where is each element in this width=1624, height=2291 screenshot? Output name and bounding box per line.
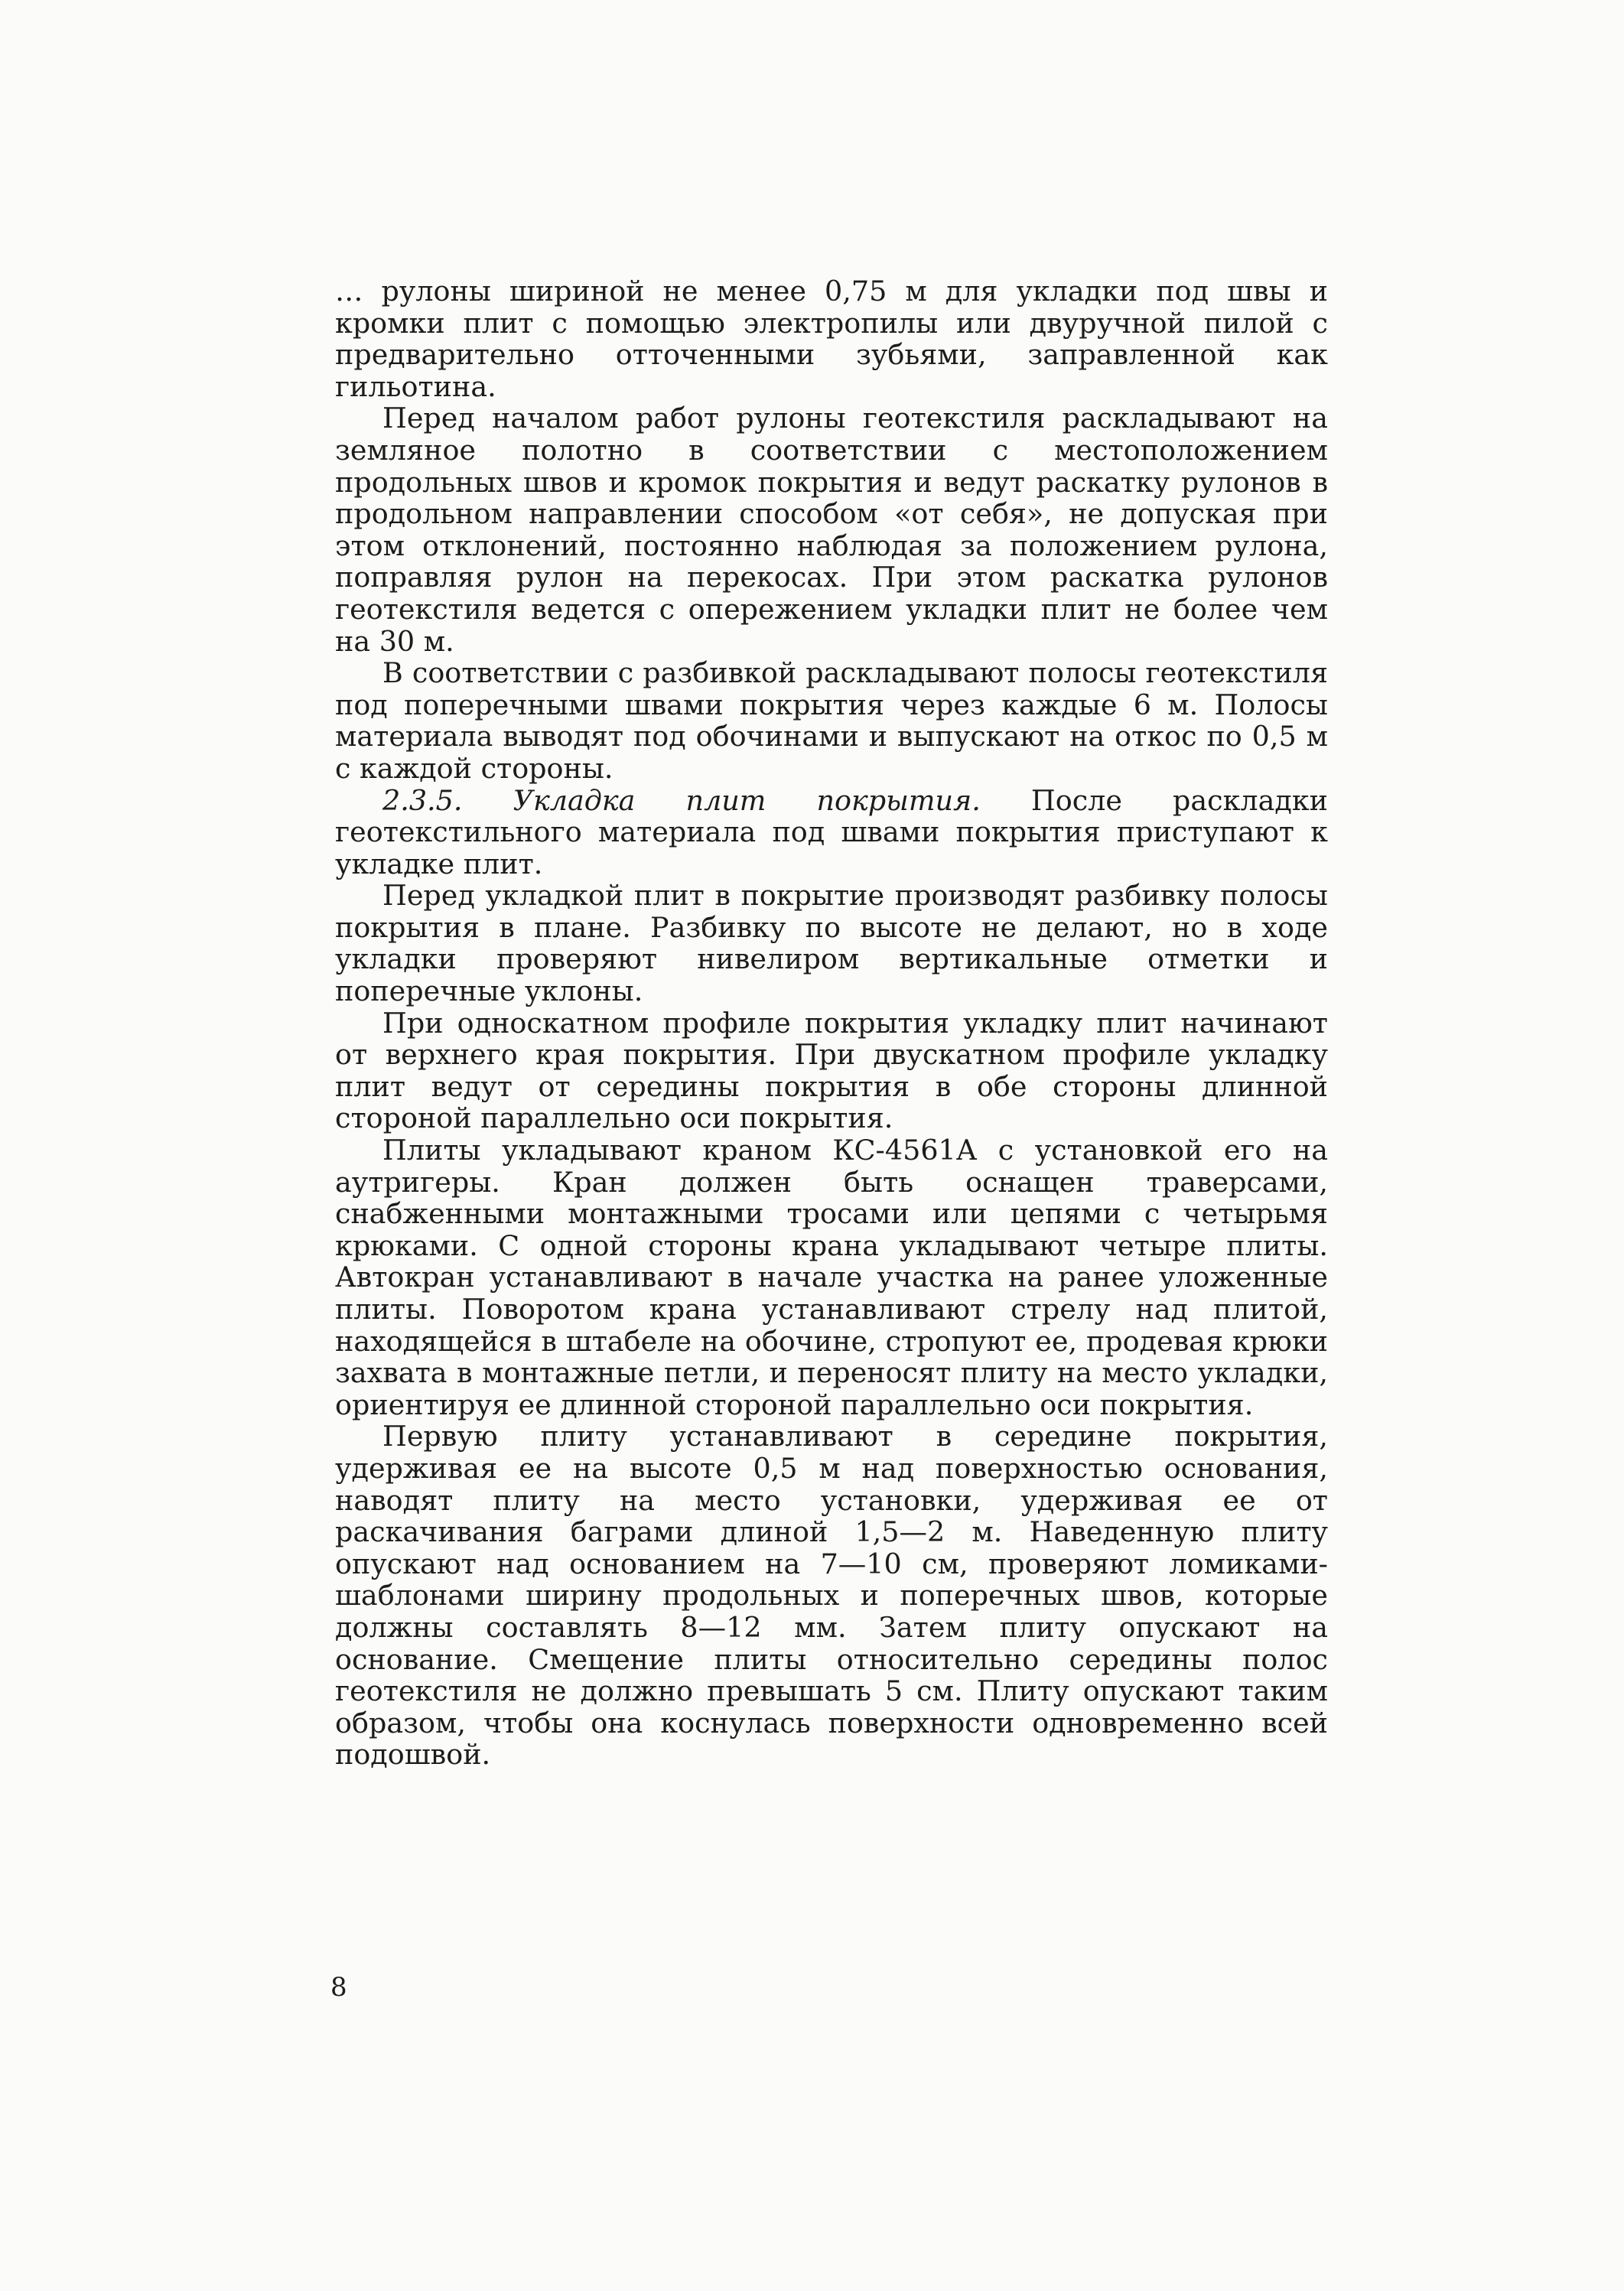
paragraph: Первую плиту устанавливают в середине покрытия, удерживая ее на высоте 0,5 м над поверхностью основания, наводят плиту на место установки, удерживая ее от раскачивания баграми длиной 1,5—2 м. Наведенную плиту опускают над основанием на 7—10 см, проверяют ломиками-шаблонами ширину продольных и поперечных швов, которые должны составлять 8—12 мм. Затем плиту опускают на основание. Смещение плиты относительно середины полос геотекстиля не должно превышать 5 см. Плиту опускают таким образом, чтобы она коснулась поверхности одновременно всей подошвой. [335, 1420, 1328, 1772]
paragraph: … рулоны шириной не менее 0,75 м для укладки под швы и кромки плит с помощью электропилы или двуручной пилой с предварительно отточенными зубьями, заправленной как гильотина. [335, 275, 1328, 403]
section-paragraph [335, 785, 1328, 880]
paragraph: Плиты укладывают краном КС-4561А с установкой его на аутригеры. Кран должен быть оснащен траверсами, снабженными монтажными тросами или цепями с четырьмя крюками. С одной стороны крана укладывают четыре плиты. Автокран устанавливают в начале участка на ранее уложенные плиты. Поворотом крана устанавливают стрелу над плитой, находящейся в штабеле на обочине, стропуют ее, продевая крюки захвата в монтажные петли, и переносят плиту на место укладки, ориентируя ее длинной стороной параллельно оси покрытия. [335, 1134, 1328, 1421]
paragraph: В соответствии с разбивкой раскладывают полосы геотекстиля под поперечными швами покрытия через каждые 6 м. Полосы материала выводят под обочинами и выпускают на откос по 0,5 м с каждой стороны. [335, 656, 1328, 785]
paragraph: При односкатном профиле покрытия укладку плит начинают от верхнего края покрытия. При двускатном профиле укладку плит ведут от середины покрытия в обе стороны длинной стороной параллельно оси покрытия. [335, 1006, 1328, 1135]
paragraph: Перед укладкой плит в покрытие производят разбивку полосы покрытия в плане. Разбивку по высоте не делают, но в ходе укладки проверяют нивелиром вертикальные отметки и поперечные уклоны. [335, 879, 1328, 1008]
body-text [335, 275, 1328, 1771]
section-text: После раскладки геотекстильного материала под швами покрытия приступают к укладке плит. [335, 783, 1328, 880]
section-heading: 2.3.5. Укладка плит покрытия. [382, 783, 981, 817]
page-number: 8 [330, 1972, 347, 2003]
paragraph: Перед началом работ рулоны геотекстиля раскладывают на земляное полотно в соответствии с местоположением продольных швов и кромок покрытия и ведут раскатку рулонов в продольном направлении способом «от себя», не допуская при этом отклонений, постоянно наблюдая за положением рулона, поправляя рулон на перекосах. При этом раскатка рулонов геотекстиля ведется с опережением укладки плит не более чем на 30 м. [335, 402, 1328, 658]
